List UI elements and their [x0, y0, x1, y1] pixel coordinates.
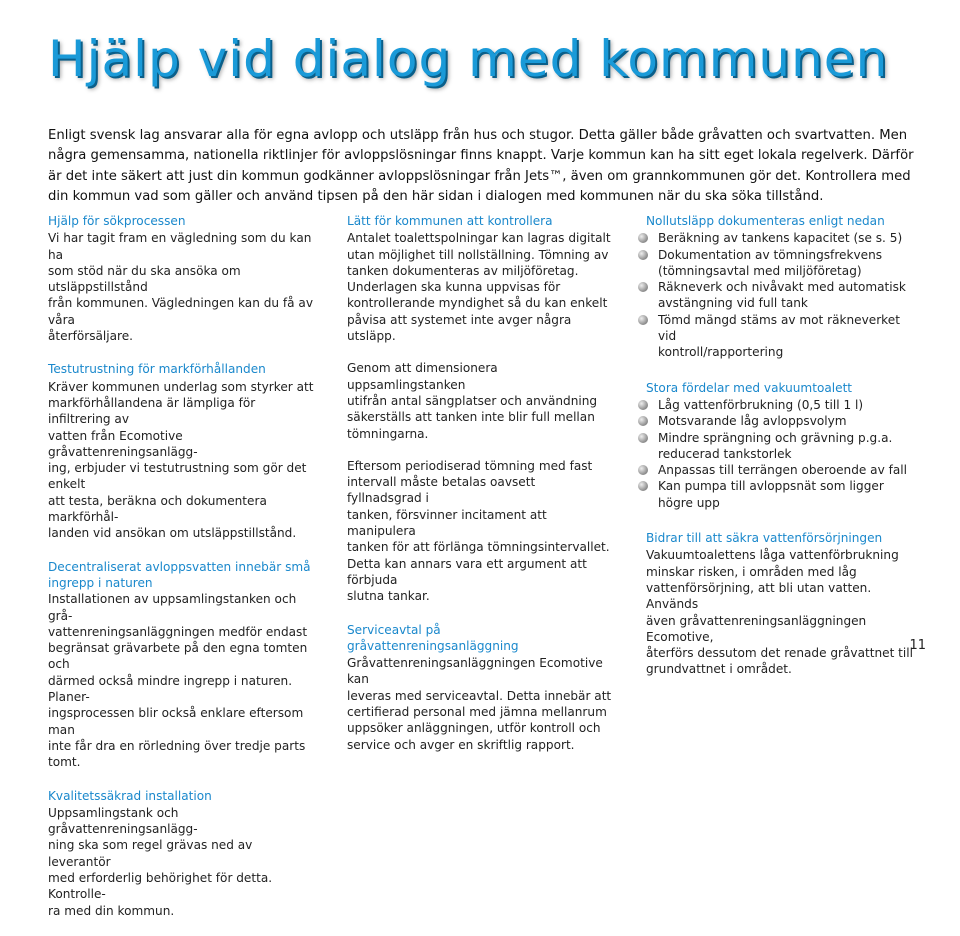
sphere-bullet-icon [638, 250, 648, 260]
section-sokprocessen [48, 213, 314, 344]
list-item: Motsvarande låg avloppsvolym [646, 413, 916, 429]
section-heading: Stora fördelar med vakuumtoalett [646, 380, 853, 395]
paragraph: Eftersom periodiserad tömning med fast intervall måste betalas oavsett fyllnadsgrad i tanken, försvinner incitament att manipulera tanken för att förlänga tömningsintervallet. Detta kan annars vara ett argument att förbjuda slutna tankar. [347, 458, 610, 604]
sphere-bullet-icon [638, 315, 648, 325]
section-heading: Bidrar till att säkra vattenförsörjningen [646, 531, 883, 546]
intro-paragraph: Enligt svensk lag ansvarar alla för egna avlopp och utsläpp från hus och stugor. Detta gäller både gråvatten och svartvatten. Men några gemensamma, nationella riktlinjer för avloppslösningar finns knappt. Varje kommun kan ha sitt eget lokala regelverk. Därför är det inte säkert att just din kommun godkänner avloppslösningar från Jets™, även om grannkommunen gör det. Kontrollera med din kommun vad som gäller och använd tipsen på den här sidan i dialogen med kommunen när du ska söka tillstånd. [48, 128, 914, 204]
section-kvalitetssakrad [48, 788, 314, 919]
bullet-list [646, 230, 916, 360]
page-title: Hjälp vid dialog med kommunen [48, 30, 889, 88]
section-heading: Kvalitetssäkrad installation [48, 788, 212, 803]
page-number: 11 [909, 638, 926, 653]
section-testutrustning [48, 361, 314, 541]
list-item: Kan pumpa till avloppsnät som ligger högre upp [646, 478, 916, 511]
section-body: Vi har tagit fram en vägledning som du kan ha som stöd när du ska ansöka om utsläppstillstånd från kommunen. Vägledningen kan du få av våra återförsäljare. [48, 231, 313, 344]
sphere-bullet-icon [638, 433, 648, 443]
section-heading: Lätt för kommunen att kontrollera [347, 214, 553, 228]
section-body: Gråvattenreningsanläggningen Ecomotive kan leveras med serviceavtal. Detta innebär att certifierad personal med jämna mellanrum uppsöker anläggningen, utför kontroll och service och avger en skriftlig rapport. [347, 656, 612, 752]
sphere-bullet-icon [638, 465, 648, 475]
list-item: Räkneverk och nivåvakt med automatisk avstängning vid full tank [646, 279, 916, 312]
intro-text [48, 126, 918, 207]
list-item: Beräkning av tankens kapacitet (se s. 5) [646, 230, 916, 246]
section-vattenforsorjning [646, 530, 916, 678]
section-heading: Testutrustning för markförhållanden [48, 362, 266, 377]
section-heading: Nollutsläpp dokumenteras enligt nedan [646, 214, 885, 228]
section-kontrollera [347, 213, 613, 605]
sphere-bullet-icon [638, 481, 648, 491]
section-nollutslapp [646, 213, 916, 361]
list-item: Anpassas till terrängen oberoende av fall [646, 462, 916, 478]
list-item: Låg vattenförbrukning (0,5 till 1 l) [646, 397, 916, 413]
list-item: Tömd mängd stäms av mot räkneverket vid kontroll/rapportering [646, 312, 916, 361]
section-body: Installationen av uppsamlingstanken och grå- vattenreningsanläggningen medför endast begränsat grävarbete på den egna tomten och därmed också mindre ingrepp i naturen. Planer- ingsprocessen blir också enklare eftersom man inte får dra en rörledning över tredje parts tomt. [48, 592, 308, 770]
column-left [48, 213, 314, 936]
column-right [646, 213, 916, 695]
section-body: Kräver kommunen underlag som styrker att markförhållandena är lämpliga för infiltrering av vatten från Ecomotive gråvattenreningsanlägg- ing, erbjuder vi testutrustning som gör det enkelt att testa, beräkna och dokumentera markförhål- landen vid ansökan om utsläppstillstånd. [48, 379, 314, 541]
section-serviceavtal [347, 622, 613, 753]
section-heading: Serviceavtal på gråvattenreningsanläggning [347, 622, 519, 653]
sphere-bullet-icon [638, 233, 648, 243]
section-vakuumtoalett [646, 380, 916, 511]
section-decentraliserat [48, 559, 314, 771]
section-heading: Decentraliserat avloppsvatten innebär små ingrepp i naturen [48, 559, 311, 590]
sphere-bullet-icon [638, 400, 648, 410]
list-item: Mindre sprängning och grävning p.g.a. reducerad tankstorlek [646, 430, 916, 463]
section-heading: Hjälp för sökprocessen [48, 214, 186, 228]
column-middle [347, 213, 613, 770]
paragraph: Genom att dimensionera uppsamlingstanken utifrån antal sängplatser och användning säkerställs att tanken inte blir full mellan tömningarna. [347, 361, 598, 441]
paragraph: Antalet toalettspolningar kan lagras digitalt utan möjlighet till nollställning. Tömning av tanken dokumenteras av miljöföretag. Underlagen ska kunna uppvisas för kontrollerande myndighet så du kan enkelt påvisa att systemet inte avger några utsläpp. [347, 231, 611, 344]
section-body: Uppsamlingstank och gråvattenreningsanlägg- ning ska som regel grävas ned av leverantör med erforderlig behörighet för detta. Kontrolle- ra med din kommun. [48, 805, 273, 918]
sphere-bullet-icon [638, 416, 648, 426]
bullet-list [646, 397, 916, 511]
section-body: Vakuumtoalettens låga vattenförbrukning minskar risken, i områden med låg vattenförsörjning, att bli utan vatten. Används även gråvattenreningsanläggningen Ecomotive, återförs dessutom det renade gråvattnet till grundvattnet i området. [646, 548, 914, 677]
sphere-bullet-icon [638, 282, 648, 292]
list-item: Dokumentation av tömningsfrekvens (tömningsavtal med miljöföretag) [646, 247, 916, 280]
